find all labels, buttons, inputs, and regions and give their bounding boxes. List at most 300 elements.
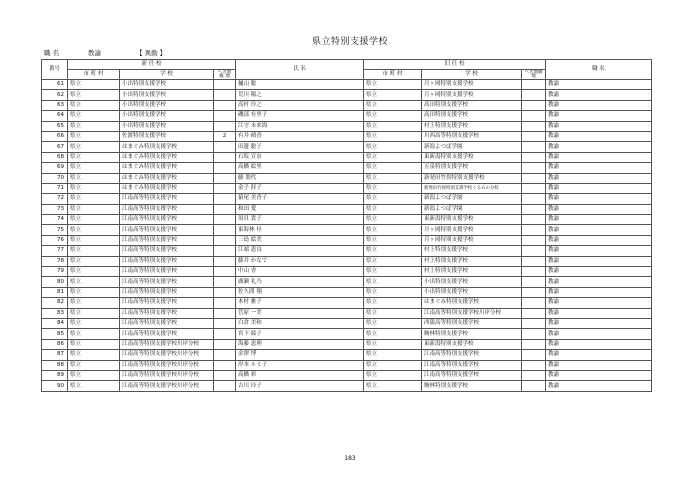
teacher-name-cell: 猿尾 美香子	[236, 194, 364, 204]
teacher-name-cell: 宮下 綾子	[236, 329, 364, 339]
table-row	[42, 142, 652, 152]
old-title-cell: 教諭	[546, 235, 652, 245]
col-header-old-remote: へき地級 地	[522, 70, 546, 80]
col-header-no: 番号	[42, 60, 68, 80]
old-title-cell: 教諭	[546, 339, 652, 349]
old-remote-grade-cell	[522, 329, 546, 339]
table-row	[42, 287, 652, 297]
old-school-cell: 月ヶ岡特別支援学校	[422, 235, 522, 245]
new-city-cell: 県立	[68, 100, 120, 110]
old-title-cell: 教諭	[546, 90, 652, 100]
new-school-cell: 江南高等特別支援学校	[120, 287, 214, 297]
teacher-name-cell: 金澤 博	[236, 350, 364, 360]
new-remote-grade-cell	[214, 339, 236, 349]
new-city-cell: 県立	[68, 267, 120, 277]
new-city-cell: 県立	[68, 131, 120, 141]
new-remote-grade-cell	[214, 225, 236, 235]
table-row	[42, 204, 652, 214]
old-title-cell: 教諭	[546, 225, 652, 235]
old-remote-grade-cell	[522, 298, 546, 308]
old-title-cell: 教諭	[546, 267, 652, 277]
new-school-cell: はまぐみ特別支援学校	[120, 152, 214, 162]
new-school-cell: 小出特別支援学校	[120, 121, 214, 131]
old-remote-grade-cell	[522, 277, 546, 287]
new-remote-grade-cell	[214, 235, 236, 245]
table-row	[42, 339, 652, 349]
new-school-cell: 江南高等特別支援学校川岸分校	[120, 350, 214, 360]
row-number: 69	[42, 163, 68, 173]
table-row	[42, 194, 652, 204]
row-number: 70	[42, 173, 68, 183]
teacher-name-cell: 江端 恵良	[236, 246, 364, 256]
old-city-cell: 県立	[364, 111, 422, 121]
row-number: 83	[42, 308, 68, 318]
old-title-cell: 教諭	[546, 142, 652, 152]
old-city-cell: 県立	[364, 163, 422, 173]
col-header-new-school-group: 新 任 校	[68, 60, 236, 70]
old-title-cell: 教諭	[546, 204, 652, 214]
row-number: 68	[42, 152, 68, 162]
teacher-name-cell: 石坂 宣奈	[236, 152, 364, 162]
position-subhead	[44, 48, 166, 57]
new-city-cell: 県立	[68, 80, 120, 90]
new-remote-grade-cell	[214, 381, 236, 391]
table-row	[42, 256, 652, 266]
old-school-cell: 西蒲高等特別支援学校	[422, 318, 522, 328]
table-row	[42, 360, 652, 370]
new-school-cell: 江南高等特別支援学校川岸分校	[120, 370, 214, 380]
row-number: 75	[42, 225, 68, 235]
old-school-cell: 村上特別支援学校	[422, 121, 522, 131]
old-remote-grade-cell	[522, 370, 546, 380]
teacher-name-cell: 高橋 彩	[236, 370, 364, 380]
new-remote-grade-cell	[214, 267, 236, 277]
table-row	[42, 225, 652, 235]
old-city-cell: 県立	[364, 152, 422, 162]
old-city-cell: 県立	[364, 267, 422, 277]
new-remote-grade-cell	[214, 100, 236, 110]
old-title-cell: 教諭	[546, 121, 652, 131]
old-school-cell: はまぐみ特別支援学校	[422, 298, 522, 308]
old-remote-grade-cell	[522, 256, 546, 266]
old-remote-grade-cell	[522, 100, 546, 110]
old-title-cell: 教諭	[546, 370, 652, 380]
old-remote-grade-cell	[522, 339, 546, 349]
old-remote-grade-cell	[522, 90, 546, 100]
old-school-cell: 小出特別支援学校	[422, 287, 522, 297]
old-city-cell: 県立	[364, 308, 422, 318]
old-school-cell: 月ヶ岡特別支援学校	[422, 80, 522, 90]
old-title-cell: 教諭	[546, 215, 652, 225]
new-remote-grade-cell	[214, 121, 236, 131]
row-number: 82	[42, 298, 68, 308]
row-number: 65	[42, 121, 68, 131]
old-title-cell: 教諭	[546, 163, 652, 173]
table-row	[42, 163, 652, 173]
old-title-cell: 教諭	[546, 80, 652, 90]
old-title-cell: 教諭	[546, 111, 652, 121]
position-label: 職 名	[44, 49, 60, 57]
old-school-cell: 江南高等特別支援学校川岸分校	[422, 308, 522, 318]
new-remote-grade-cell	[214, 287, 236, 297]
col-header-old-city: 市 町 村	[364, 70, 422, 80]
new-remote-grade-cell	[214, 318, 236, 328]
teacher-name-cell: 白倉 美和	[236, 318, 364, 328]
teacher-name-cell: 高橋 絵里	[236, 163, 364, 173]
col-header-new-school: 学 校	[120, 70, 214, 80]
new-city-cell: 県立	[68, 204, 120, 214]
old-school-cell: 新発田竹俣特別支援学校	[422, 173, 522, 183]
old-city-cell: 県立	[364, 100, 422, 110]
new-school-cell: 江南高等特別支援学校	[120, 308, 214, 318]
row-number: 79	[42, 267, 68, 277]
row-number: 67	[42, 142, 68, 152]
old-remote-grade-cell	[522, 142, 546, 152]
row-number: 74	[42, 215, 68, 225]
new-city-cell: 県立	[68, 329, 120, 339]
new-city-cell: 県立	[68, 350, 120, 360]
old-school-cell: 新潟よつば学園	[422, 194, 522, 204]
table-row	[42, 100, 652, 110]
table-row	[42, 152, 652, 162]
table-row	[42, 267, 652, 277]
new-remote-grade-cell	[214, 246, 236, 256]
new-school-cell: 江南高等特別支援学校	[120, 235, 214, 245]
teacher-name-cell: 中山 香	[236, 267, 364, 277]
new-school-cell: はまぐみ特別支援学校	[120, 163, 214, 173]
new-school-cell: はまぐみ特別支援学校	[120, 142, 214, 152]
teacher-name-cell: 三島 絵美	[236, 235, 364, 245]
new-school-cell: 小出特別支援学校	[120, 111, 214, 121]
table-row	[42, 183, 652, 193]
new-city-cell: 県立	[68, 318, 120, 328]
old-school-cell: 江南高等特別支援学校	[422, 370, 522, 380]
new-city-cell: 県立	[68, 360, 120, 370]
table-row	[42, 215, 652, 225]
old-remote-grade-cell	[522, 246, 546, 256]
table-header-group-row	[42, 60, 652, 70]
old-school-cell: 高田特別支援学校	[422, 111, 522, 121]
teacher-name-cell: 有井 晴香	[236, 131, 364, 141]
old-city-cell: 県立	[364, 318, 422, 328]
row-number: 76	[42, 235, 68, 245]
new-school-cell: 江南高等特別支援学校	[120, 204, 214, 214]
old-city-cell: 県立	[364, 183, 422, 193]
new-remote-grade-cell	[214, 163, 236, 173]
row-number: 80	[42, 277, 68, 287]
teacher-name-cell: 東海林 径	[236, 225, 364, 235]
old-school-cell: 江南高等特別支援学校	[422, 350, 522, 360]
new-city-cell: 県立	[68, 339, 120, 349]
row-number: 62	[42, 90, 68, 100]
old-remote-grade-cell	[522, 121, 546, 131]
new-remote-grade-cell	[214, 298, 236, 308]
new-city-cell: 県立	[68, 256, 120, 266]
new-remote-grade-cell	[214, 152, 236, 162]
teacher-name-cell: 須貝 貴子	[236, 215, 364, 225]
transfer-kind: 【 異動 】	[136, 49, 167, 57]
new-city-cell: 県立	[68, 163, 120, 173]
old-city-cell: 県立	[364, 360, 422, 370]
old-title-cell: 教諭	[546, 194, 652, 204]
teacher-name-cell: 菅原 一美	[236, 308, 364, 318]
old-remote-grade-cell	[522, 194, 546, 204]
old-title-cell: 教諭	[546, 360, 652, 370]
old-remote-grade-cell	[522, 152, 546, 162]
old-school-cell: 小出特別支援学校	[422, 277, 522, 287]
old-title-cell: 教諭	[546, 287, 652, 297]
teacher-name-cell: 岸本 ルミ子	[236, 360, 364, 370]
new-city-cell: 県立	[68, 111, 120, 121]
col-header-new-remote: へき地級 地	[214, 70, 236, 80]
new-city-cell: 県立	[68, 121, 120, 131]
new-city-cell: 県立	[68, 381, 120, 391]
new-school-cell: 佐渡特別支援学校	[120, 131, 214, 141]
new-city-cell: 県立	[68, 142, 120, 152]
table-row	[42, 173, 652, 183]
row-number: 61	[42, 80, 68, 90]
old-remote-grade-cell	[522, 235, 546, 245]
new-remote-grade-cell	[214, 256, 236, 266]
new-school-cell: 江南高等特別支援学校	[120, 215, 214, 225]
old-city-cell: 県立	[364, 329, 422, 339]
old-school-cell: 新潟よつば学園	[422, 204, 522, 214]
table-row	[42, 277, 652, 287]
old-title-cell: 教諭	[546, 152, 652, 162]
new-school-cell: 江南高等特別支援学校	[120, 194, 214, 204]
old-school-cell: 五泉特別支援学校	[422, 163, 522, 173]
table-row	[42, 235, 652, 245]
new-school-cell: はまぐみ特別支援学校	[120, 183, 214, 193]
new-school-cell: 江南高等特別支援学校	[120, 267, 214, 277]
old-remote-grade-cell	[522, 287, 546, 297]
old-remote-grade-cell	[522, 360, 546, 370]
col-header-title: 職 名	[546, 60, 652, 80]
table-row	[42, 350, 652, 360]
old-city-cell: 県立	[364, 80, 422, 90]
old-remote-grade-cell	[522, 204, 546, 214]
table-row	[42, 318, 652, 328]
table-row	[42, 298, 652, 308]
teacher-name-cell: 藤井 かなで	[236, 256, 364, 266]
new-remote-grade-cell	[214, 370, 236, 380]
old-title-cell: 教諭	[546, 173, 652, 183]
old-city-cell: 県立	[364, 350, 422, 360]
row-number: 77	[42, 246, 68, 256]
new-school-cell: 江南高等特別支援学校	[120, 277, 214, 287]
table-body	[42, 80, 652, 392]
new-remote-grade-cell	[214, 277, 236, 287]
new-city-cell: 県立	[68, 90, 120, 100]
page-title: 県立特別支援学校	[311, 37, 388, 47]
transfer-table	[41, 59, 652, 392]
new-city-cell: 県立	[68, 152, 120, 162]
old-school-cell: 村上特別支援学校	[422, 256, 522, 266]
new-city-cell: 県立	[68, 287, 120, 297]
old-school-cell: 東新潟特別支援学校	[422, 339, 522, 349]
old-city-cell: 県立	[364, 370, 422, 380]
old-title-cell: 教諭	[546, 277, 652, 287]
row-number: 71	[42, 183, 68, 193]
col-header-new-city: 市 町 村	[68, 70, 120, 80]
old-city-cell: 県立	[364, 298, 422, 308]
old-remote-grade-cell	[522, 215, 546, 225]
new-school-cell: 小出特別支援学校	[120, 90, 214, 100]
old-title-cell: 教諭	[546, 329, 652, 339]
old-school-cell: 東新潟特別支援学校	[422, 152, 522, 162]
position-value: 教諭	[88, 49, 101, 57]
old-title-cell: 教諭	[546, 350, 652, 360]
old-remote-grade-cell	[522, 318, 546, 328]
teacher-name-cell: 高村 玲之	[236, 100, 364, 110]
old-school-cell: 新発田竹俣特別支援学校くるみの分校	[422, 183, 522, 193]
new-school-cell: 江南高等特別支援学校川岸分校	[120, 339, 214, 349]
old-city-cell: 県立	[364, 246, 422, 256]
row-number: 90	[42, 381, 68, 391]
row-number: 73	[42, 204, 68, 214]
old-city-cell: 県立	[364, 194, 422, 204]
teacher-name-cell: 荒川 陽之	[236, 90, 364, 100]
old-city-cell: 県立	[364, 381, 422, 391]
old-title-cell: 教諭	[546, 246, 652, 256]
old-school-cell: 村上特別支援学校	[422, 267, 522, 277]
table-row	[42, 111, 652, 121]
row-number: 87	[42, 350, 68, 360]
col-header-name: 氏 名	[236, 60, 364, 80]
new-remote-grade-cell	[214, 142, 236, 152]
old-title-cell: 教諭	[546, 298, 652, 308]
old-city-cell: 県立	[364, 204, 422, 214]
old-city-cell: 県立	[364, 173, 422, 183]
teacher-name-cell: 田邊 聡子	[236, 142, 364, 152]
old-city-cell: 県立	[364, 235, 422, 245]
old-remote-grade-cell	[522, 111, 546, 121]
teacher-name-cell: 江守 未来海	[236, 121, 364, 131]
new-remote-grade-cell	[214, 360, 236, 370]
new-remote-grade-cell	[214, 308, 236, 318]
new-remote-grade-cell	[214, 80, 236, 90]
new-city-cell: 県立	[68, 277, 120, 287]
new-remote-grade-cell	[214, 173, 236, 183]
new-school-cell: 江南高等特別支援学校	[120, 298, 214, 308]
teacher-name-cell: 磯部 有里子	[236, 111, 364, 121]
new-remote-grade-cell	[214, 194, 236, 204]
old-remote-grade-cell	[522, 183, 546, 193]
old-school-cell: 駒林特別支援学校	[422, 329, 522, 339]
old-remote-grade-cell	[522, 267, 546, 277]
new-school-cell: 江南高等特別支援学校	[120, 225, 214, 235]
teacher-name-cell: 佐久間 翔	[236, 287, 364, 297]
teacher-name-cell: 吉川 玲子	[236, 381, 364, 391]
old-school-cell: 月ヶ岡特別支援学校	[422, 225, 522, 235]
new-city-cell: 県立	[68, 308, 120, 318]
new-remote-grade-cell	[214, 350, 236, 360]
col-header-old-school: 学 校	[422, 70, 522, 80]
table-row	[42, 381, 652, 391]
table-row	[42, 131, 652, 141]
row-number: 85	[42, 329, 68, 339]
new-city-cell: 県立	[68, 183, 120, 193]
table-row	[42, 329, 652, 339]
row-number: 81	[42, 287, 68, 297]
old-city-cell: 県立	[364, 277, 422, 287]
new-city-cell: 県立	[68, 194, 120, 204]
old-school-cell: 月ヶ岡特別支援学校	[422, 90, 522, 100]
new-city-cell: 県立	[68, 215, 120, 225]
old-remote-grade-cell	[522, 381, 546, 391]
teacher-name-cell: 木村 雅子	[236, 298, 364, 308]
old-title-cell: 教諭	[546, 131, 652, 141]
old-title-cell: 教諭	[546, 381, 652, 391]
table-row	[42, 246, 652, 256]
new-city-cell: 県立	[68, 173, 120, 183]
table-row	[42, 308, 652, 318]
new-remote-grade-cell	[214, 204, 236, 214]
new-city-cell: 県立	[68, 246, 120, 256]
table-row	[42, 80, 652, 90]
old-remote-grade-cell	[522, 173, 546, 183]
old-remote-grade-cell	[522, 225, 546, 235]
new-remote-grade-cell	[214, 183, 236, 193]
new-remote-grade-cell	[214, 111, 236, 121]
old-city-cell: 県立	[364, 287, 422, 297]
row-number: 84	[42, 318, 68, 328]
row-number: 88	[42, 360, 68, 370]
old-city-cell: 県立	[364, 339, 422, 349]
old-title-cell: 教諭	[546, 183, 652, 193]
old-remote-grade-cell	[522, 131, 546, 141]
new-city-cell: 県立	[68, 370, 120, 380]
old-remote-grade-cell	[522, 80, 546, 90]
teacher-name-cell: 藤 朋代	[236, 173, 364, 183]
old-school-cell: 村上特別支援学校	[422, 246, 522, 256]
new-school-cell: はまぐみ特別支援学校	[120, 173, 214, 183]
old-school-cell: 高田特別支援学校	[422, 100, 522, 110]
old-title-cell: 教諭	[546, 318, 652, 328]
new-city-cell: 県立	[68, 235, 120, 245]
old-city-cell: 県立	[364, 142, 422, 152]
old-remote-grade-cell	[522, 350, 546, 360]
row-number: 63	[42, 100, 68, 110]
teacher-name-cell: 金子 涯子	[236, 183, 364, 193]
new-school-cell: 江南高等特別支援学校	[120, 246, 214, 256]
new-city-cell: 県立	[68, 225, 120, 235]
new-remote-grade-cell	[214, 90, 236, 100]
old-city-cell: 県立	[364, 131, 422, 141]
new-school-cell: 小出特別支援学校	[120, 80, 214, 90]
old-city-cell: 県立	[364, 256, 422, 266]
old-school-cell: 駒林特別支援学校	[422, 381, 522, 391]
new-school-cell: 江南高等特別支援学校	[120, 318, 214, 328]
old-school-cell: 東新潟特別支援学校	[422, 215, 522, 225]
new-school-cell: 江南高等特別支援学校	[120, 329, 214, 339]
row-number: 86	[42, 339, 68, 349]
col-header-old-school-group: 旧 任 校	[364, 60, 546, 70]
old-city-cell: 県立	[364, 121, 422, 131]
old-title-cell: 教諭	[546, 100, 652, 110]
old-city-cell: 県立	[364, 225, 422, 235]
old-school-cell: 新潟よつば学園	[422, 142, 522, 152]
new-city-cell: 県立	[68, 298, 120, 308]
new-school-cell: 江南高等特別支援学校川岸分校	[120, 381, 214, 391]
teacher-name-cell: 樋山 聡	[236, 80, 364, 90]
new-school-cell: 小出特別支援学校	[120, 100, 214, 110]
old-city-cell: 県立	[364, 90, 422, 100]
row-number: 72	[42, 194, 68, 204]
new-remote-grade-cell	[214, 329, 236, 339]
new-remote-grade-cell	[214, 215, 236, 225]
table-row	[42, 370, 652, 380]
